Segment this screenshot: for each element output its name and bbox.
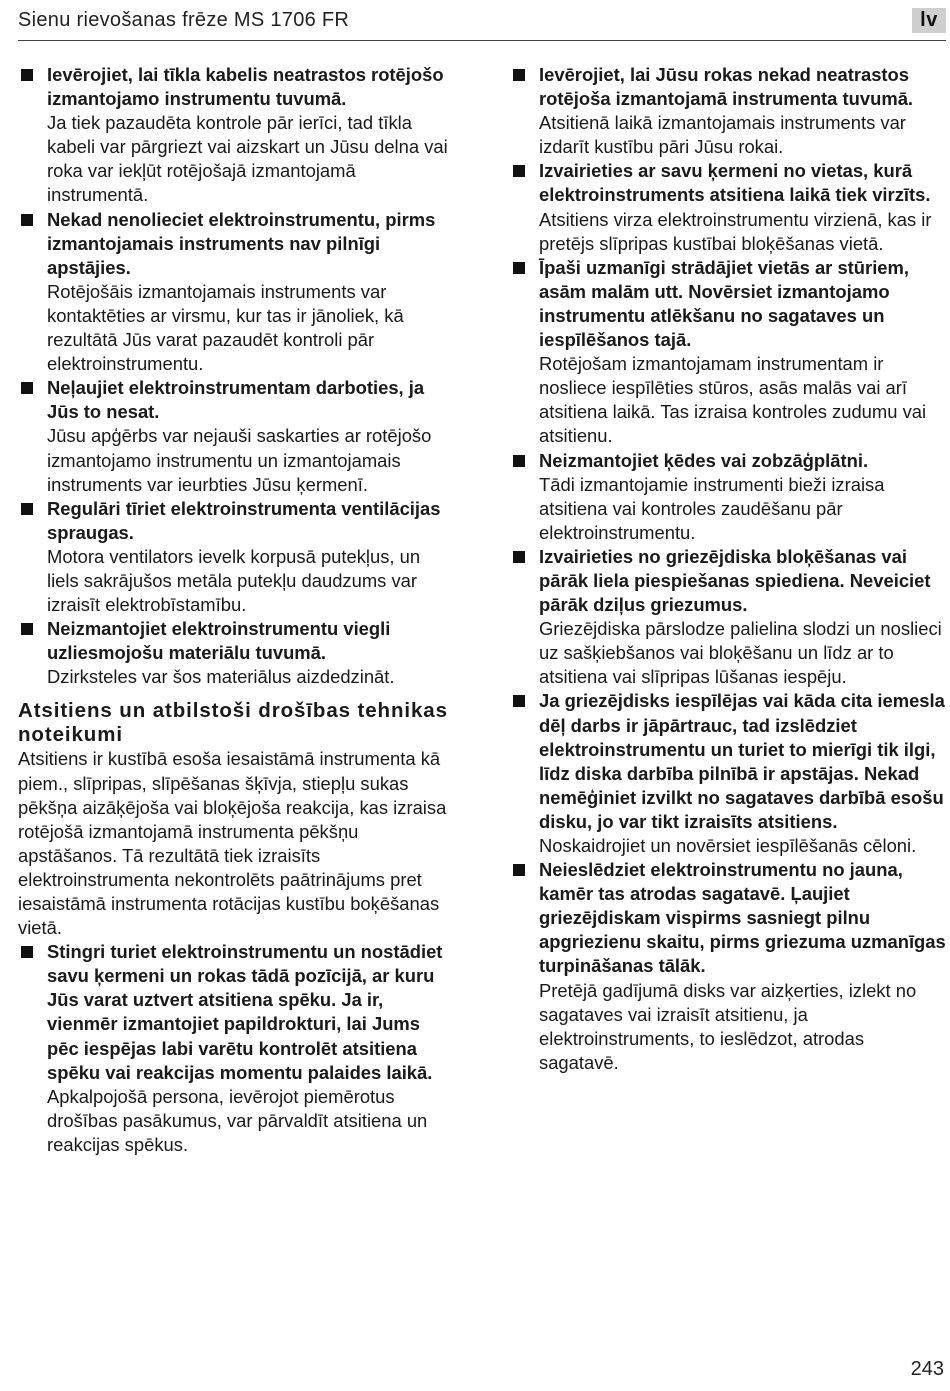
document-title: Sienu rievošanas frēze MS 1706 FR <box>18 9 350 31</box>
safety-item <box>18 63 456 208</box>
square-bullet-icon <box>21 503 33 515</box>
safety-item-text: Ja tiek pazaudēta kontrole pār ierīci, tad tīkla kabeli var pārgriezt vai aizskart un Jūsu delna vai roka var iekļūt rotējošajā izmantojamā instrumentā. <box>47 112 448 206</box>
safety-item <box>510 858 946 1075</box>
safety-item-heading: Ja griezējdisks iespīlējas vai kāda cita iemesla dēļ darbs ir jāpārtrauc, tad izslēdziet elektroinstrumentu un turiet to mierīgi tik ilgi, līdz diska darbība pilnībā ir apstājas. Nekad nemēģiniet izvilkt no sagataves darbībā esošu disku, jo var tikt izraisīts atsitiens. <box>539 690 945 832</box>
safety-item-text: Atsitienā laikā izmantojamais instruments var izdarīt kustību pāri Jūsu rokai. <box>539 112 906 158</box>
safety-item-heading: Īpaši uzmanīgi strādājiet vietās ar stūriem, asām malām utt. Novērsiet izmantojamo instrumentu atlēkšanu no sagataves un iespīlēšanos tajā. <box>539 256 909 351</box>
safety-item-heading: Nekad nenolieciet elektroinstrumentu, pirms izmantojamais instruments nav pilnīgi apstājies. <box>47 208 436 278</box>
page-number: 243 <box>910 1358 944 1380</box>
square-bullet-icon <box>21 382 33 394</box>
safety-item-heading: Neizmantojiet ķēdes vai zobzāģplātni. <box>539 449 869 471</box>
safety-item <box>510 689 946 858</box>
safety-item-heading: Izvairieties no griezējdiska bloķēšanas vai pārāk liela piespiešanas spiediena. Neveiciet pārāk dziļus griezumus. <box>539 545 931 616</box>
left-column <box>18 63 456 1157</box>
safety-item-text: Jūsu apģērbs var nejauši saskarties ar rotējošo izmantojamo instrumentu un izmantojamais instruments var ieurbties Jūsu ķermenī. <box>47 425 432 495</box>
square-bullet-icon <box>513 551 525 563</box>
safety-item <box>18 940 456 1157</box>
square-bullet-icon <box>513 165 525 177</box>
square-bullet-icon <box>513 695 525 707</box>
square-bullet-icon <box>21 69 33 81</box>
safety-item <box>510 449 946 545</box>
safety-item <box>510 256 946 449</box>
safety-item-text: Rotējošāis izmantojamais instruments var kontaktēties ar virsmu, kur tas ir jānoliek, kā rezultātā Jūs varat pazaudēt kontroli pār elektroinstrumentu. <box>47 280 404 375</box>
safety-item <box>18 497 456 617</box>
safety-item-heading: Neizmantojiet elektroinstrumentu viegli uzliesmojošu materiālu tuvumā. <box>47 618 391 664</box>
header-divider <box>18 40 946 41</box>
safety-item <box>18 617 456 689</box>
safety-item-heading: Ievērojiet, lai tīkla kabelis neatrastos rotējošo izmantojamo instrumentu tuvumā. <box>47 64 444 110</box>
safety-item <box>18 376 456 496</box>
safety-item <box>510 159 946 255</box>
square-bullet-icon <box>21 623 33 635</box>
safety-item-text: Rotējošam izmantojamam instrumentam ir nosliece iespīlēties stūros, asās malās vai arī atsitiena laikā. Tas izraisa kontroles zudumu vai atsitienu. <box>539 353 927 447</box>
square-bullet-icon <box>21 214 33 226</box>
safety-item-text: Atsitiens virza elektroinstrumentu virzienā, kas ir pretējs slīpripas kustībai bloķēšanas vietā. <box>539 208 932 254</box>
square-bullet-icon <box>21 946 33 958</box>
safety-item <box>510 545 946 690</box>
safety-item-heading: Stingri turiet elektroinstrumentu un nostādiet savu ķermeni un rokas tādā pozīcijā, ar kuru Jūs varat uztvert atsitiena spēku. Ja ir, vienmēr izmantojiet papildrokturi, lai Jums pēc iespējas labi varētu kontrolēt atsitiena spēku vai reakcijas momentu palaides laikā. <box>47 941 443 1083</box>
safety-item-text: Motora ventilators ievelk korpusā putekļus, un liels sakrājušos metāla putekļu daudzums var izraisīt elektrobīstamību. <box>47 545 421 616</box>
square-bullet-icon <box>513 864 525 876</box>
safety-item-heading: Regulāri tīriet elektroinstrumenta ventilācijas spraugas. <box>47 497 441 543</box>
safety-item-text: Tādi izmantojamie instrumenti bieži izraisa atsitiena vai kontroles zaudēšanu pār elektroinstrumentu. <box>539 473 885 543</box>
safety-item-text: Griezējdiska pārslodze palielina slodzi un noslieci uz sašķiebšanos vai bloķēšanu un līdz ar to atsitiena vai slīpripas lūšanas iespēju. <box>539 618 942 688</box>
square-bullet-icon <box>513 69 525 81</box>
square-bullet-icon <box>513 262 525 274</box>
square-bullet-icon <box>513 455 525 467</box>
safety-item-text: Noskaidrojiet un novērsiet iespīlēšanās cēloni. <box>539 835 917 856</box>
safety-item <box>510 63 946 159</box>
safety-item-heading: Ievērojiet, lai Jūsu rokas nekad neatrastos rotējoša izmantojamā instrumenta tuvumā. <box>539 64 914 110</box>
safety-item-heading: Neļaujiet elektroinstrumentam darboties, ja Jūs to nesat. <box>47 377 425 423</box>
safety-item-heading: Izvairieties ar savu ķermeni no vietas, kurā elektroinstruments atsitiena laikā tiek virzīts. <box>539 160 931 206</box>
safety-item-text: Apkalpojošā persona, ievērojot piemērotus drošības pasākumus, var pārvaldīt atsitiena un reakcijas spēkus. <box>47 1085 428 1155</box>
right-column <box>510 63 946 1075</box>
safety-item-text: Pretējā gadījumā disks var aizķerties, izlekt no sagataves vai izraisīt atsitienu, ja elektroinstruments, to ieslēdzot, atrodas sagatavē. <box>539 979 917 1073</box>
safety-item <box>18 208 456 377</box>
language-badge: lv <box>912 8 946 33</box>
safety-item-heading: Neieslēdziet elektroinstrumentu no jauna, kamēr tas atrodas sagatavē. Ļaujiet griezējdiskam vispirms sasniegt pilnu apgriezienu skaitu, pirms griezuma uzmanīgas turpināšanas tālāk. <box>539 859 946 977</box>
safety-item-text: Dzirksteles var šos materiālus aizdedzināt. <box>47 666 395 688</box>
section-intro: Atsitiens ir kustībā esoša iesaistāmā instrumenta kā piem., slīpripas, slīpēšanas šķīvja, stiepļu sukas pēkšņa aizāķējoša vai bloķējoša reakcija, kas izraisa rotējošā izmantojamā instrumenta pēkšņu apstāšanos. Tā rezultātā tiek izraisīts elektroinstrumenta nekontrolēts paātrinājums pret iesaistāmā instrumenta rotācijas kustību boķēšanas vietā. <box>18 748 447 939</box>
section-heading: Atsitiens un atbilstoši drošības tehnikas noteikumi <box>18 699 448 747</box>
